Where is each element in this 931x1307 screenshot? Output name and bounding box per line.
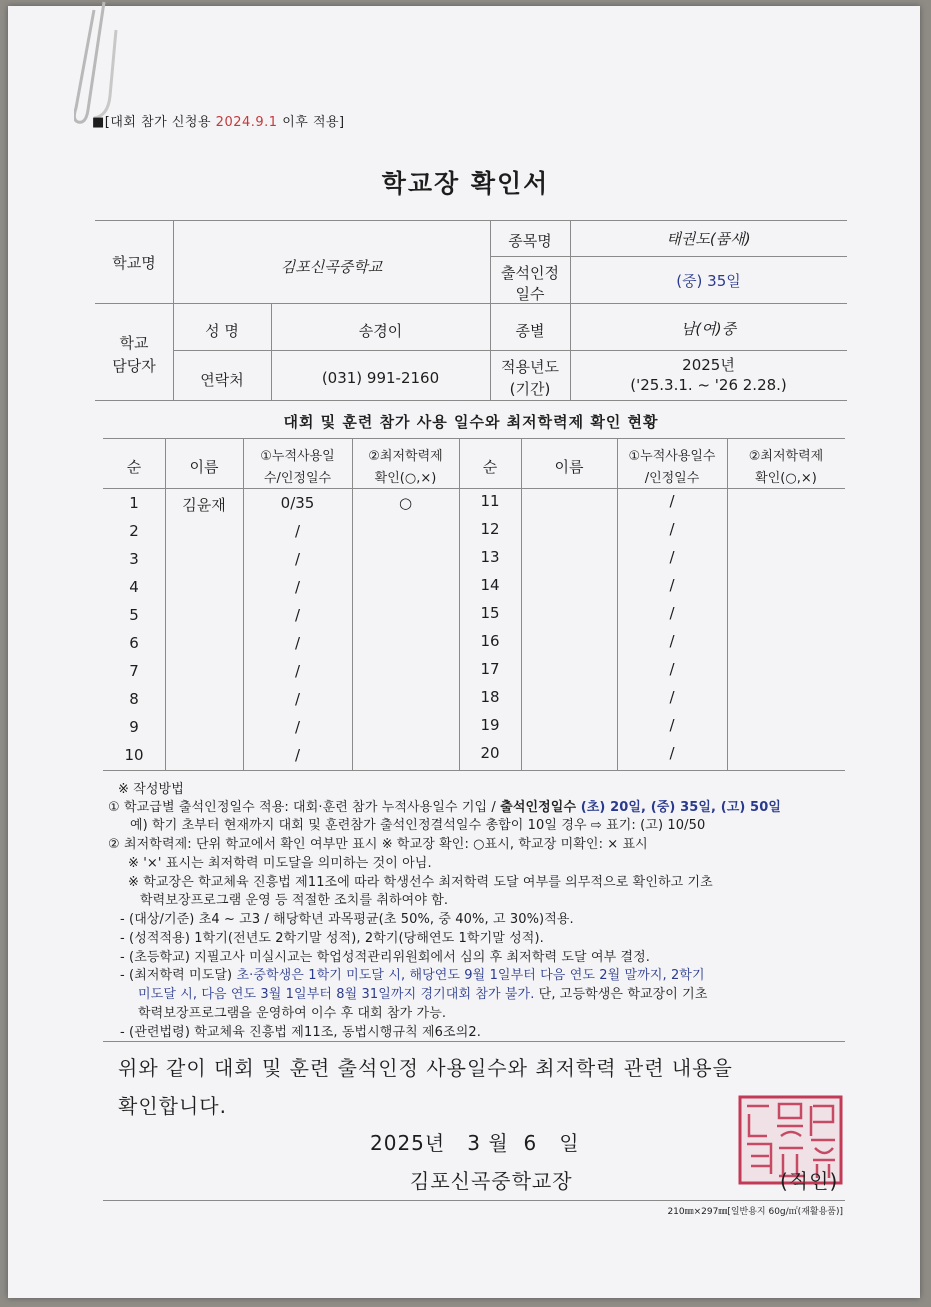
contact-label: 연락처 <box>200 371 244 389</box>
header-check-right-2: 확인(○,×) <box>755 471 817 486</box>
instructions-header: ※ 작성방법 <box>118 782 184 797</box>
detail-4b: 미도달 시, 다음 연도 3월 1일부터 8월 31일까지 경기대회 참가 불가. 단, 고등학생은 학교장이 기초 <box>138 987 708 1002</box>
row-number: 13 <box>480 548 500 566</box>
confirm-line-2: 확인합니다. <box>118 1094 227 1118</box>
row-number: 17 <box>480 660 500 678</box>
row-number: 14 <box>480 576 500 594</box>
school-label: 학교명 <box>112 254 156 272</box>
row-number: 7 <box>129 662 139 680</box>
row-days: / <box>669 604 675 622</box>
detail-3: - (초등학교) 지필고사 미실시교는 학업성적관리위원회에서 심의 후 최저학력 도달 여부 결정. <box>120 950 651 965</box>
note-2a: ※ 학교장은 학교체육 진흥법 제11조에 따라 학생선수 최저학력 도달 여부를 의무적으로 확인하고 기초 <box>128 875 713 890</box>
row-number: 5 <box>129 606 139 624</box>
row-days: / <box>669 576 675 594</box>
manager-label-1: 학교 <box>119 334 149 352</box>
gender-value: 남(여)중 <box>680 320 737 338</box>
days-value: (중) 35일 <box>676 272 741 290</box>
detail-5: - (관련법령) 학교체육 진흥법 제11조, 동법시행규칙 제6조의2. <box>120 1025 481 1040</box>
row-days: / <box>669 660 675 678</box>
header-check-left-1: ②최저학력제 <box>368 449 443 464</box>
row-days: / <box>669 688 675 706</box>
year-value: 2025년 <box>682 356 735 374</box>
row-number: 15 <box>480 604 500 622</box>
days-label-2: 일수 <box>515 285 545 303</box>
manager-label-2: 담당자 <box>112 357 156 375</box>
event-label: 종목명 <box>508 232 552 250</box>
name-value: 송경이 <box>358 322 403 340</box>
confirm-line-1: 위와 같이 대회 및 훈련 출석인정 사용일수와 최저학력 관련 내용을 <box>118 1056 733 1080</box>
days-label-1: 출석인정 <box>501 264 559 282</box>
row-days: / <box>669 744 675 762</box>
name-label: 성 명 <box>205 322 239 340</box>
header-name-left: 이름 <box>189 458 219 476</box>
row-number: 12 <box>480 520 500 538</box>
year-label-2: (기간) <box>509 380 551 398</box>
row-number: 10 <box>124 746 144 764</box>
row-days: / <box>669 492 675 510</box>
header-days-right-1: ①누적사용일수 <box>628 449 716 464</box>
row-days: 0/35 <box>280 494 315 512</box>
row-number: 16 <box>480 632 500 650</box>
row-days: / <box>294 718 301 736</box>
header-days-left-2: 수/인정일수 <box>263 471 332 486</box>
row-days: / <box>294 522 301 540</box>
instruction-1-example: 예) 학기 초부터 현재까지 대회 및 훈련참가 출석인정결석일수 총합이 10일 경우 ⇨ 표기: (고) 10/50 <box>130 818 706 833</box>
row-days: / <box>669 520 675 538</box>
issue-date: 2025년 3 월 6 일 <box>370 1131 580 1155</box>
detail-4c: 학력보장프로그램을 운영하여 이수 후 대회 참가 가능. <box>138 1006 447 1021</box>
top-note: ■[대회 참가 신청용 2024.9.1 이후 적용] <box>92 115 345 130</box>
detail-2: - (성적적용) 1학기(전년도 2학기말 성적), 2학기(당해연도 1학기말 성적). <box>120 931 544 946</box>
row-days: / <box>669 632 675 650</box>
note-2b: 학력보장프로그램 운영 등 적절한 조치를 취하여야 함. <box>140 893 449 908</box>
header-name-right: 이름 <box>554 458 584 476</box>
section-title: 대회 및 훈련 참가 사용 일수와 최저학력제 확인 현황 <box>283 413 659 431</box>
row-number: 2 <box>129 522 139 540</box>
footer-paper-spec: 210㎜×297㎜[일반용지 60g/㎡(재활용품)] <box>667 1207 843 1217</box>
row-check: ○ <box>398 494 413 512</box>
header-check-left-2: 확인(○,×) <box>374 471 437 486</box>
page-title: 학교장 확인서 <box>381 169 550 198</box>
year-label-1: 적용년도 <box>501 358 559 376</box>
school-value: 김포신곡중학교 <box>280 258 383 276</box>
row-number: 11 <box>480 492 500 510</box>
gender-label: 종별 <box>515 322 545 340</box>
row-number: 3 <box>129 550 139 568</box>
header-check-right-1: ②최저학력제 <box>748 449 824 464</box>
contact-value: (031) 991-2160 <box>321 369 440 387</box>
signer-name: 김포신곡중학교장 <box>410 1169 573 1193</box>
row-number: 1 <box>129 494 139 512</box>
row-days: / <box>294 606 301 624</box>
row-number: 6 <box>129 634 139 652</box>
detail-4a: - (최저학력 미도달) 초·중학생은 1학기 미도달 시, 해당연도 9월 1일부터 다음 연도 2월 말까지, 2학기 <box>120 968 705 983</box>
instruction-2: ② 최저학력제: 단위 학교에서 확인 여부만 표시 ※ 학교장 확인: ○표시, 학교장 미확인: × 표시 <box>108 837 648 852</box>
instruction-1: ① 학교급별 출석인정일수 적용: 대회·훈련 참가 누적사용일수 기입 / 출석인정일수 (초) 20일, (중) 35일, (고) 50일 <box>108 800 782 815</box>
header-no-right: 순 <box>482 458 498 476</box>
row-days: / <box>294 578 301 596</box>
header-no-left: 순 <box>126 458 142 476</box>
row-name: 김윤재 <box>182 496 226 514</box>
year-period: ('25.3.1. ~ '26 2.28.) <box>630 376 787 394</box>
row-days: / <box>294 746 301 764</box>
event-value: 태권도(품새) <box>666 230 751 248</box>
seal-label: (직인) <box>780 1169 839 1193</box>
row-number: 18 <box>480 688 500 706</box>
row-number: 9 <box>129 718 139 736</box>
detail-1: - (대상/기준) 초4 ~ 고3 / 해당학년 과목평균(초 50%, 중 40%, 고 30%)적용. <box>120 912 574 927</box>
row-days: / <box>669 548 675 566</box>
header-days-left-1: ①누적사용일 <box>260 449 335 464</box>
note-1: ※ '×' 표시는 최저학력 미도달을 의미하는 것이 아님. <box>128 856 432 871</box>
row-days: / <box>294 662 301 680</box>
row-days: / <box>669 716 675 734</box>
row-number: 8 <box>129 690 139 708</box>
row-days: / <box>294 634 301 652</box>
row-number: 19 <box>480 716 500 734</box>
header-days-right-2: /인정일수 <box>644 471 700 486</box>
row-days: / <box>294 550 301 568</box>
row-number: 20 <box>480 744 500 762</box>
row-days: / <box>294 690 301 708</box>
row-number: 4 <box>129 578 139 596</box>
